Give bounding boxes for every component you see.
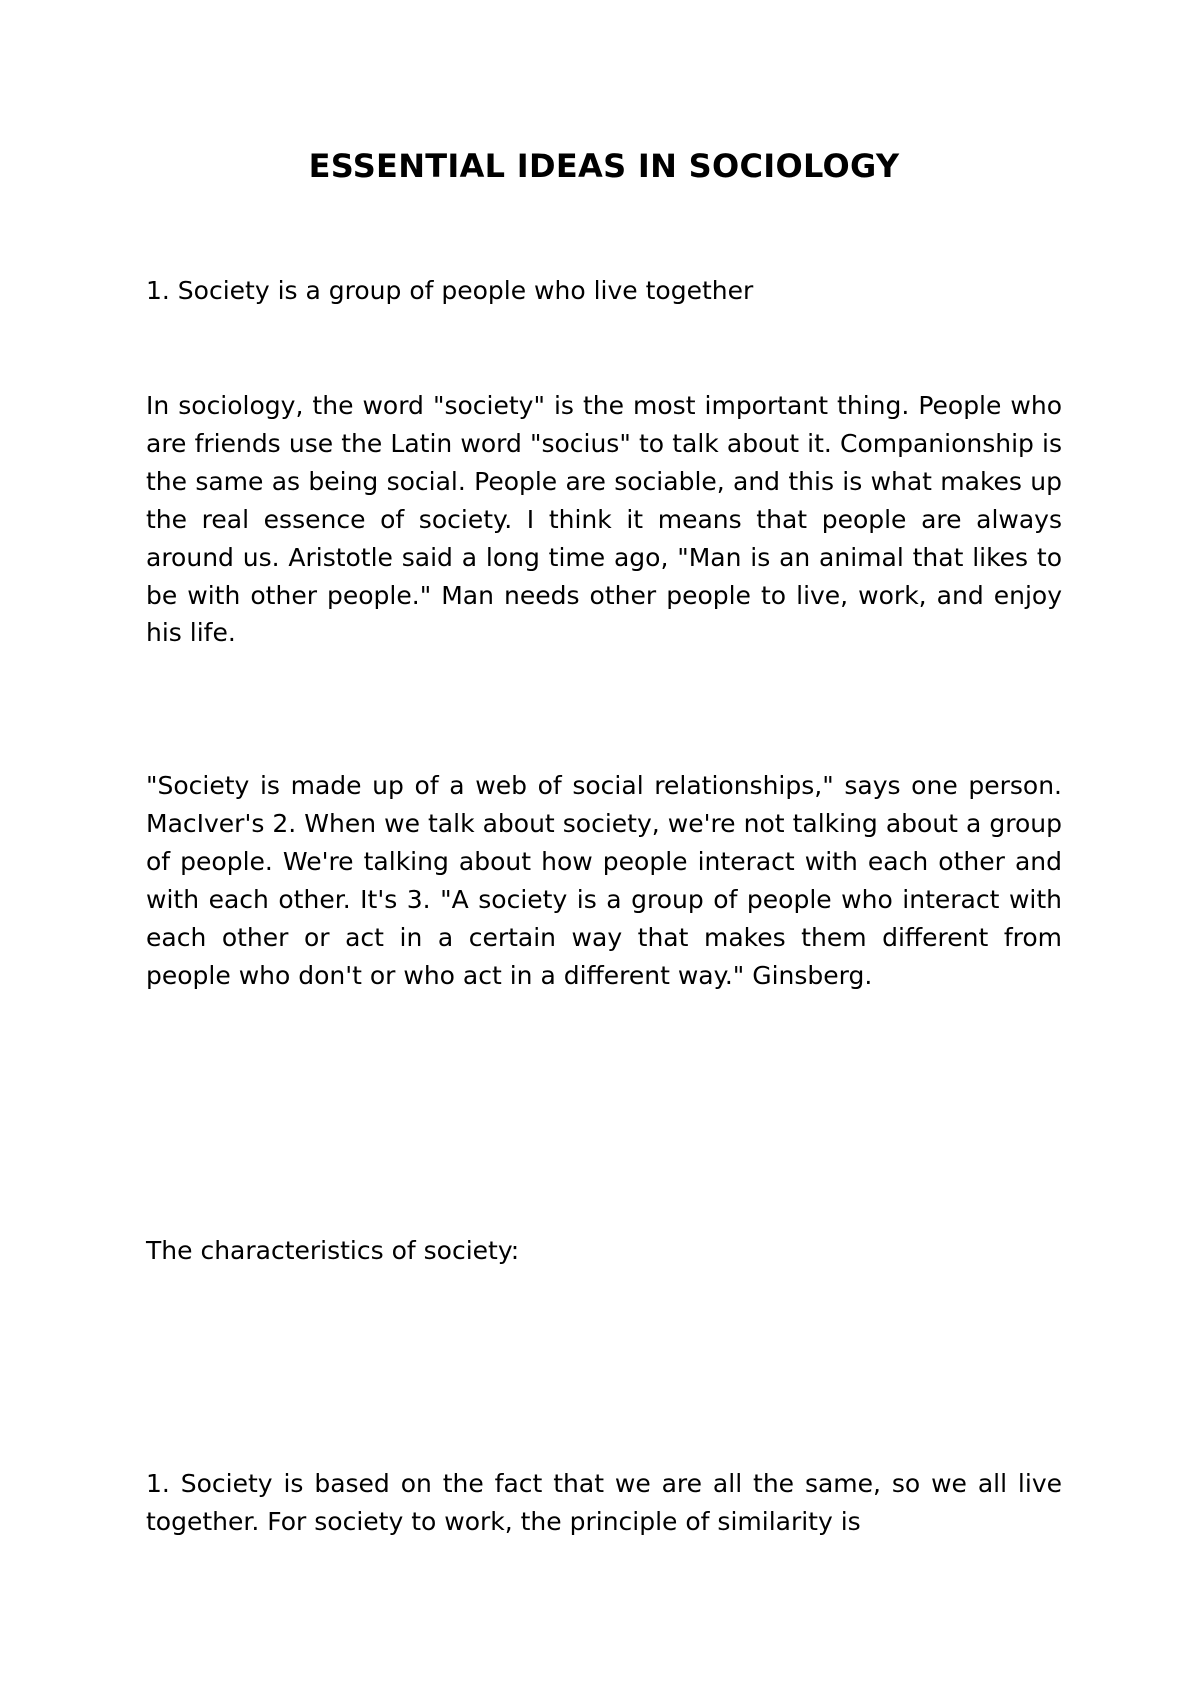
list-item: 1. Society is based on the fact that we are all the same, so we all live together. For society to work, the principle of similarity is <box>146 1469 1062 1536</box>
section-heading: 1. Society is a group of people who live together <box>146 276 754 305</box>
body-paragraph-quotes: "Society is made up of a web of social relationships," says one person. MacIver's 2. When we talk about society, we're not talking about a group of people. We're talking about how people interact with each other and with each other. It's 3. "A society is a group of people who interact with each other or act in a certain way that makes them different from people who don't or who act in a different way." Ginsberg. <box>146 771 1062 990</box>
characteristics-heading: The characteristics of society: <box>146 1236 520 1265</box>
document-title: ESSENTIAL IDEAS IN SOCIOLOGY <box>308 147 900 185</box>
body-paragraph: In sociology, the word "society" is the most important thing. People who are friends use the Latin word "socius" to talk about it. Companionship is the same as being social. People are sociable, and this is what makes up the real essence of society. I think it means that people are always around us. Aristotle said a long time ago, "Man is an animal that likes to be with other people." Man needs other people to live, work, and enjoy his life. <box>146 391 1062 648</box>
